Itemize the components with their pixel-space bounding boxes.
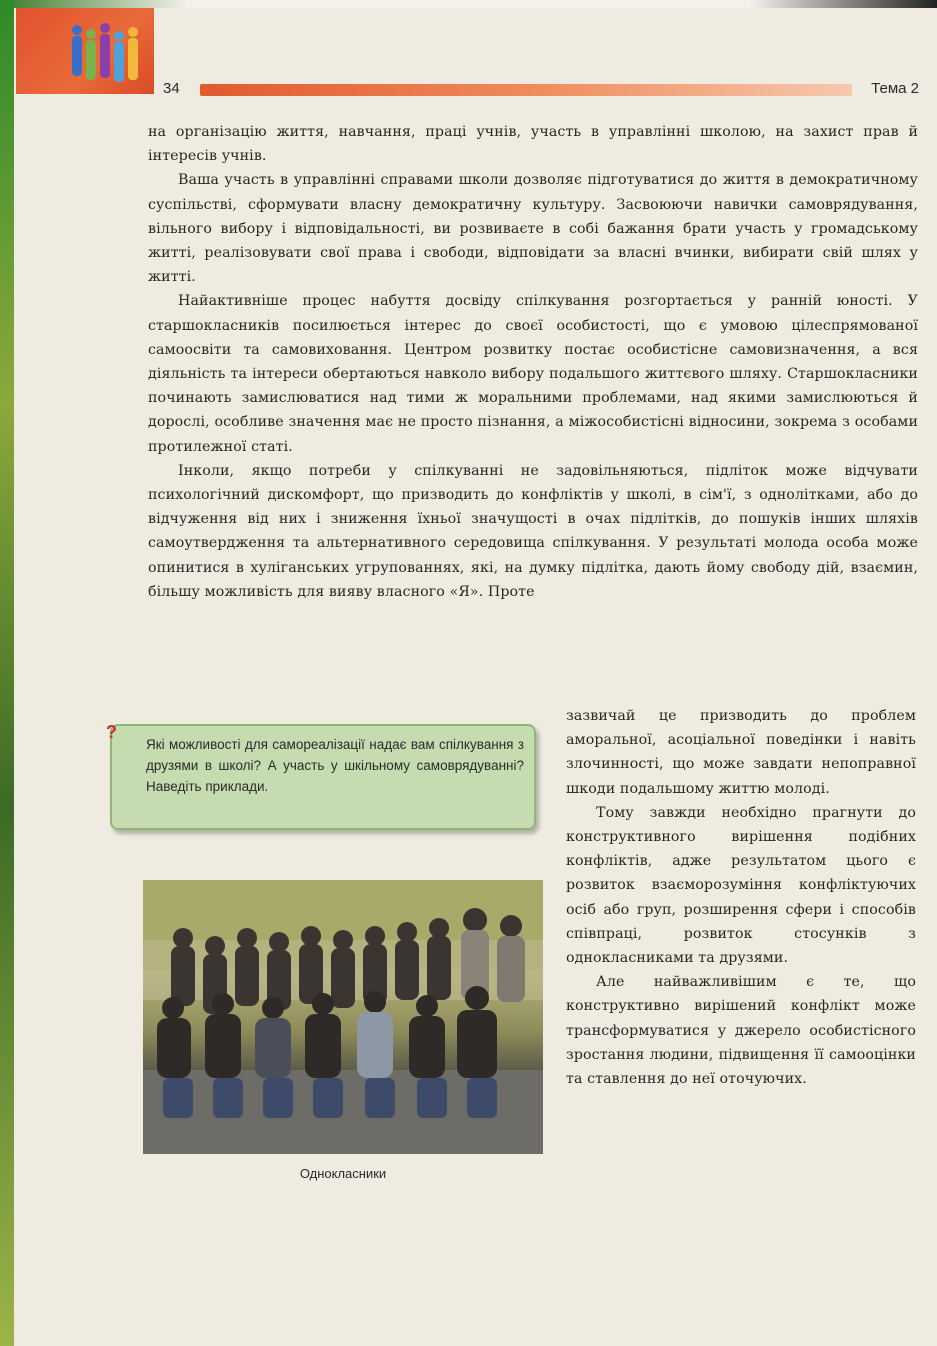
paragraph: Тому завжди необхідно прагнути до конструктивного вирішення подібних конфліктів, адже результатом цього є розвиток взаєморозуміння конфліктуючих осіб або груп, розширення сфери і способів співпраці, розвиток стосунків з однокласниками та друзями. [566, 804, 916, 967]
group-photo [143, 880, 543, 1154]
photo-caption: Однокласники [299, 1166, 387, 1181]
question-mark-icon: ? [106, 722, 117, 742]
page-top-edge [0, 0, 937, 8]
header-topic: Тема 2 [871, 80, 919, 97]
people-figures-icon [70, 22, 150, 92]
page-left-edge [0, 0, 14, 1346]
paragraph: Але найважливішим є те, що конструктивно вирішений конфлікт може трансформуватися у джерело особистісного зростання людини, підвищення її самооцінки та ставлення до неї оточуючих. [566, 974, 916, 1088]
paragraph: Найактивніше процес набуття досвіду спілкування розгортається у ранній юності. У старшокласників посилюється інтерес до своєї особистості, що є умовою цілеспрямованої самоосвіти та самовиховання. Центром розвитку постає особистісне самовизначення, а вся діяльність та інтереси обертаються навколо вибору подальшого життєвого шляху. Старшокласники починають замислюватися над тими ж моральними проблемами, над якими замислюються й дорослі, особливе значення має не просто пізнання, а міжособистісні відносини, зокрема з особами протилежної статі. [148, 293, 918, 455]
page-number: 34 [163, 80, 180, 97]
paragraph: Інколи, якщо потреби у спілкуванні не задовільняються, підліток може відчувати психологічний дискомфорт, що призводить до конфліктів у школі, в сім'ї, з однолітками, або до відчуження від них і зниження їхньої значущості в очах підлітків, до пошуків інших шляхів самоутвердження та альтернативного середовища спілкування. У результаті молода особа може опинитися в хуліганських угрупованнях, які, на думку підлітка, дають йому свободу дій, взаємин, більшу можливість для вияву власного «Я». Проте [148, 462, 918, 600]
group-photo-image [143, 880, 543, 1154]
right-column-text [566, 704, 916, 1091]
paragraph: на організацію життя, навчання, праці учнів, участь в управлінні школою, на захист прав й інтересів учнів. [148, 124, 918, 165]
chapter-logo [16, 8, 154, 94]
paragraph: зазвичай це призводить до проблем аморальної, асоціальної поведінки і навіть злочинності, що може завдати непоправної шкоди подальшому життю молоді. [566, 708, 916, 797]
main-text [148, 120, 918, 604]
question-box [106, 722, 536, 830]
header-bar [200, 84, 852, 96]
paragraph: Ваша участь в управлінні справами школи дозволяє підготуватися до життя в демократичному суспільстві, сформувати власну демократичну культуру. Засвоюючи навички самоврядування, вільного вибору і відповідальності, ви розвиваєте в собі бажання брати участь у громадському житті, реалізовувати свої права і свободи, відповідати за власні вчинки, вибирати свій шлях у житті. [148, 172, 918, 286]
question-text: Які можливості для самореалізації надає вам спілкування з друзями в школі? А участь у шкільному самоврядуванні? Наведіть приклади. [146, 737, 524, 794]
